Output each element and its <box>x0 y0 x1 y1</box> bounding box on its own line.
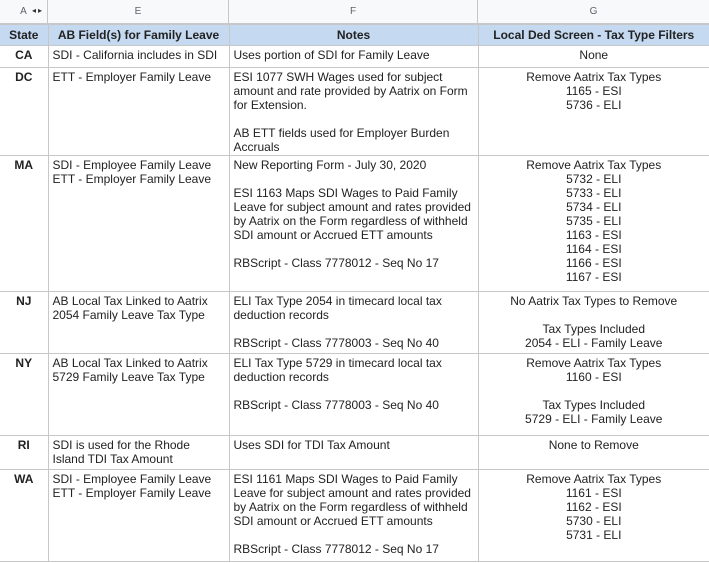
filters-cell[interactable]: None to Remove <box>478 436 709 470</box>
table-row <box>0 470 709 562</box>
column-header-a[interactable] <box>0 0 48 23</box>
table-row <box>0 68 709 156</box>
header-state[interactable]: State <box>0 25 48 46</box>
notes-cell[interactable]: ESI 1077 SWH Wages used for subject amount and rate provided by Aatrix on Form for Extension. AB ETT fields used for Employer Burden Accruals <box>229 68 478 156</box>
family-leave-table <box>0 24 709 562</box>
state-cell[interactable]: NY <box>0 354 48 436</box>
fields-cell[interactable]: AB Local Tax Linked to Aatrix 5729 Family Leave Tax Type <box>48 354 229 436</box>
notes-cell[interactable]: Uses portion of SDI for Family Leave <box>229 46 478 68</box>
fields-cell[interactable]: SDI - California includes in SDI <box>48 46 229 68</box>
table-row <box>0 156 709 292</box>
filters-cell[interactable]: Remove Aatrix Tax Types 1161 - ESI 1162 - ESI 5730 - ELI 5731 - ELI <box>478 470 709 562</box>
column-header-e[interactable]: E <box>48 0 229 23</box>
state-cell[interactable]: DC <box>0 68 48 156</box>
header-notes[interactable]: Notes <box>229 25 478 46</box>
column-header-g[interactable]: G <box>589 6 598 17</box>
notes-cell[interactable]: Uses SDI for TDI Tax Amount <box>229 436 478 470</box>
state-cell[interactable]: MA <box>0 156 48 292</box>
notes-cell[interactable]: New Reporting Form - July 30, 2020 ESI 1163 Maps SDI Wages to Paid Family Leave for subject amount and rates provided by Aatrix on the Form regardless of withheld SDI amount or Accrued ETT amounts RBScript - Class 7778012 - Seq No 17 <box>229 156 478 292</box>
column-header-f[interactable]: F <box>229 0 478 23</box>
fields-cell[interactable]: SDI - Employee Family Leave ETT - Employer Family Leave <box>48 470 229 562</box>
filters-cell[interactable]: Remove Aatrix Tax Types 5732 - ELI 5733 - ELI 5734 - ELI 5735 - ELI 1163 - ESI 1164 - ESI 1166 - ESI 1167 - ESI <box>478 156 709 292</box>
filters-cell[interactable]: Remove Aatrix Tax Types 1160 - ESI Tax Types Included 5729 - ELI - Family Leave <box>478 354 709 436</box>
state-cell[interactable]: NJ <box>0 292 48 354</box>
notes-cell[interactable]: ESI 1161 Maps SDI Wages to Paid Family Leave for subject amount and rates provided by Aatrix on the Form regardless of withheld SDI amount or Accrued ETT amounts RBScript - Class 7778012 - Seq No 17 <box>229 470 478 562</box>
fields-cell[interactable]: AB Local Tax Linked to Aatrix 2054 Family Leave Tax Type <box>48 292 229 354</box>
column-header-bar <box>0 0 709 24</box>
table-row <box>0 46 709 68</box>
header-filters[interactable]: Local Ded Screen - Tax Type Filters <box>478 25 709 46</box>
notes-cell[interactable]: ELI Tax Type 5729 in timecard local tax deduction records RBScript - Class 7778003 - Seq No 40 <box>229 354 478 436</box>
filters-cell[interactable]: No Aatrix Tax Types to Remove Tax Types Included 2054 - ELI - Family Leave <box>478 292 709 354</box>
notes-cell[interactable]: ELI Tax Type 2054 in timecard local tax deduction records RBScript - Class 7778003 - Seq No 40 <box>229 292 478 354</box>
state-cell[interactable]: CA <box>0 46 48 68</box>
table-row <box>0 354 709 436</box>
state-cell[interactable]: WA <box>0 470 48 562</box>
column-letter-a: A <box>20 6 27 17</box>
fields-cell[interactable]: SDI is used for the Rhode Island TDI Tax Amount <box>48 436 229 470</box>
state-cell[interactable]: RI <box>0 436 48 470</box>
filters-cell[interactable]: Remove Aatrix Tax Types 1165 - ESI 5736 - ELI <box>478 68 709 156</box>
table-header-row <box>0 25 709 46</box>
hidden-columns-arrows-icon[interactable]: ◂▸ <box>31 6 44 15</box>
filters-cell[interactable]: None <box>478 46 709 68</box>
header-fields[interactable]: AB Field(s) for Family Leave <box>48 25 229 46</box>
table-row <box>0 436 709 470</box>
table-row <box>0 292 709 354</box>
fields-cell[interactable]: ETT - Employer Family Leave <box>48 68 229 156</box>
fields-cell[interactable]: SDI - Employee Family Leave ETT - Employer Family Leave <box>48 156 229 292</box>
